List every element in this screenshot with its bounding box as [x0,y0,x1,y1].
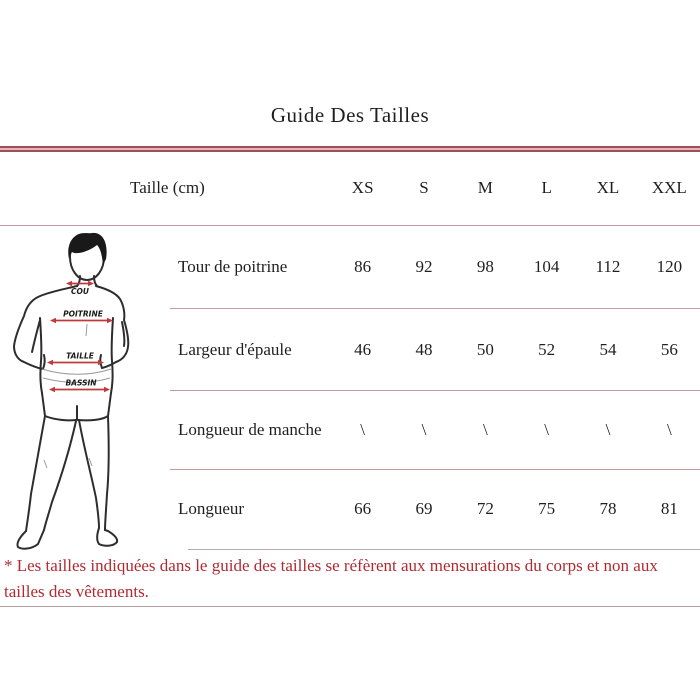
cell-value: 46 [354,339,372,359]
cell-value: \ [360,420,366,439]
cell-value: 98 [476,257,494,276]
chest-line [86,324,87,336]
size-header-xs: XS [351,178,374,197]
cell-value: 112 [595,257,621,276]
cell-value: 48 [415,339,433,359]
left-arm-inner [32,320,45,369]
hips-arrow [49,387,110,392]
cell-value: 54 [599,339,617,359]
size-header-xxl: XXL [651,178,687,197]
knee-marks [44,458,92,468]
row-label: Longueur de manche [178,420,322,439]
chest-label: POITRINE [63,309,103,319]
header-label: Taille (cm) [130,178,205,197]
cell-value: 92 [415,257,433,276]
neck-label: COU [71,287,89,296]
right-foot [97,528,117,546]
cell-value: 81 [660,499,678,518]
waist-arrow [47,360,104,365]
cell-value: \ [605,420,611,439]
cell-value: 86 [354,257,372,276]
row-label: Tour de poitrine [178,257,288,276]
cell-value: \ [421,420,427,439]
briefs [42,393,111,420]
size-header-m: M [477,178,493,197]
right-leg-inner [79,420,99,528]
size-header-l: L [541,178,552,197]
torso-right [111,318,113,393]
size-header-xl: XL [596,178,620,197]
cell-value: 52 [538,339,556,359]
left-foot [17,530,44,549]
right-leg [105,416,109,530]
table-header-row [0,151,700,225]
chest-arrow [50,318,113,323]
cell-value: 75 [538,499,556,518]
cell-value: 56 [660,339,678,359]
cell-value: 78 [599,499,617,518]
left-leg [26,416,45,531]
cell-value: 104 [533,257,560,276]
cell-value: 69 [415,499,433,518]
hips-label: BASSIN [65,378,97,388]
table-bottom-rule [188,549,700,550]
cell-value: 72 [476,499,494,518]
row-label: Longueur [178,499,245,518]
waist-label: TAILLE [66,351,94,361]
cell-value: \ [482,420,488,439]
size-header-s: S [419,178,429,197]
cell-value: 66 [354,499,372,518]
cell-value: \ [666,420,672,439]
cell-value: \ [544,420,550,439]
bottom-rule [0,606,700,607]
page-title: Guide Des Tailles [270,103,430,127]
row-label: Largeur d'épaule [178,339,292,359]
left-leg-inner [44,421,76,530]
footnote: * Les tailles indiquées dans le guide des tailles se réfèrent aux mensurations du corps et non aux tailles des vêtements. [4,556,658,601]
cell-value: 120 [656,257,683,276]
body-measurement-figure [10,228,160,553]
cell-value: 50 [476,339,494,359]
torso-left [40,318,42,393]
